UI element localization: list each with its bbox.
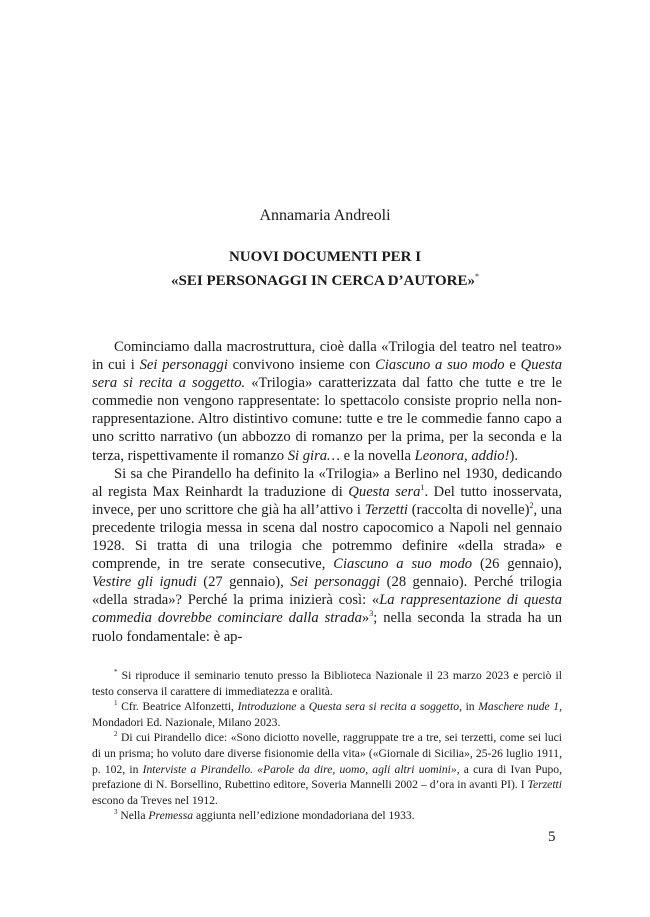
footnote-mark: 2 [114,730,118,739]
footnote-text: Nella [117,809,149,823]
body-text [92,338,562,646]
italic-title: Questa sera si recita a soggetto [308,700,460,714]
footnote-1 [92,699,562,730]
paragraph-2 [92,465,562,646]
italic-title: Ciascuno a suo modo [375,357,505,374]
footnote-ref-1[interactable]: 1 [420,482,425,492]
text-run: ; nella seconda la strada ha un ruolo fondamentale: è ap- [92,610,562,645]
text-run: , una precedente trilogia messa in scena dal nostro capocomico a Napoli nel gennaio 1928. Si tratta di una trilogia che potremmo definire «della strada» e comprende, in tre serate consecutive, [92,501,562,573]
footnote-ref-3[interactable]: 3 [369,609,374,619]
page-number: 5 [548,829,556,845]
footnote-mark: 3 [114,808,118,817]
footnotes [92,668,562,824]
italic-title: Vestire gli ignudi [92,574,197,591]
footnote-text: escono da Treves nel 1912. [92,793,218,807]
footnote-text: Cfr. Beatrice Alfonzetti, [117,700,238,714]
paragraph-1 [92,338,562,465]
footnote-text: a [296,700,309,714]
title-line-2 [0,267,650,291]
text-run: Si sa che Pirandello ha definito la «Trilogia» a Berlino nel 1930, dedicando al regista Max Reinhardt la traduzione di [92,465,562,500]
italic-title: Si gira… [287,447,341,464]
text-run: (28 gennaio). Perché trilogia «della strada»? Perché la prima inizierà così: « [92,574,563,609]
text-run: e la novella [340,447,415,464]
text-run: (26 gennaio), [472,556,563,573]
text-run: e [504,357,521,374]
footnote-mark: * [114,668,118,676]
italic-title: Ciascuno a suo modo [333,556,473,573]
italic-title: Terzetti [364,501,408,518]
italic-quote: La rappresentazione di questa commedia dovrebbe cominciare dalla strada [92,592,562,627]
italic-title: Introduzione [237,700,297,714]
text-run: . Del tutto inosservata, invece, per uno scrittore che già ha all’attivo i [92,483,562,518]
italic-title: Interviste a Pirandello. «Parole da dire, uomo, agli altri uomini» [142,762,457,776]
text-run: ). [509,447,518,464]
italic-title: Leonora, addio! [414,447,510,464]
text-run: convivono insieme con [227,357,376,374]
text-run: «Trilogia» caratterizzata dal fatto che tutte e tre le commedie non vengono rappresentate: lo spettacolo consiste proprio nella non-rappresentazione. Altro distintivo comune: tutte e tre le commedie fanno capo a uno scritto narrativo (un abbozzo di romanzo per la prima, per la seconda e la terza, rispettivamente il romanzo [92,375,562,464]
title-footnote-mark: * [474,272,479,281]
title-line-1: NUOVI DOCUMENTI PER I [228,249,422,265]
text-run: Cominciamo dalla macrostruttura, cioè dalla «Trilogia del teatro nel teatro» in cui i [92,339,562,374]
title-line-2-text: «SEI PERSONAGGI IN CERCA D’AUTORE» [171,273,475,289]
italic-title: Terzetti [527,778,562,792]
italic-title: Questa sera si recita a soggetto. [92,357,563,392]
italic-title: Maschere nude 1 [478,700,560,714]
text-run: (raccolta di novelle) [407,501,530,518]
footnote-text: , in [459,700,479,714]
footnote-mark: 1 [114,699,118,708]
text-run: » [361,610,370,627]
footnote-text: aggiunta nell’edizione mondadoriana del 1933. [193,809,415,823]
text-run: (27 gennaio), [196,574,291,591]
footnote-ref-2[interactable]: 2 [529,500,534,510]
italic-title: Sei personaggi [290,574,381,591]
footnote-star [92,668,562,699]
italic-title: Questa sera [348,483,421,500]
footnote-text: , a cura di Ivan Pupo, prefazione di N. Borsellino, Rubettino editore, Soveria Mannelli 2002 – d’ora in avanti PI). I [92,762,563,792]
footnote-2 [92,730,562,808]
footnote-text: Di cui Pirandello dice: «Sono diciotto novelle, raggruppate tre a tre, sei terzetti, come sei luci di un prisma; ho voluto dare diverse fisionomie della vita» («Giornale di Sicilia», 25-26 luglio 1911, p. 102, in [92,731,562,776]
footnote-3 [92,808,562,824]
italic-title: Sei personaggi [139,357,228,374]
article-title [0,248,650,291]
author-name: Annamaria Andreoli [259,207,391,224]
italic-title: Premessa [148,809,194,823]
footnote-text: Si riproduce il seminario tenuto presso la Biblioteca Nazionale il 23 marzo 2023 e perciò il testo conserva il carattere di immediatezza e oralità. [92,669,562,698]
footnote-text: , Mondadori Ed. Nazionale, Milano 2023. [92,700,562,729]
